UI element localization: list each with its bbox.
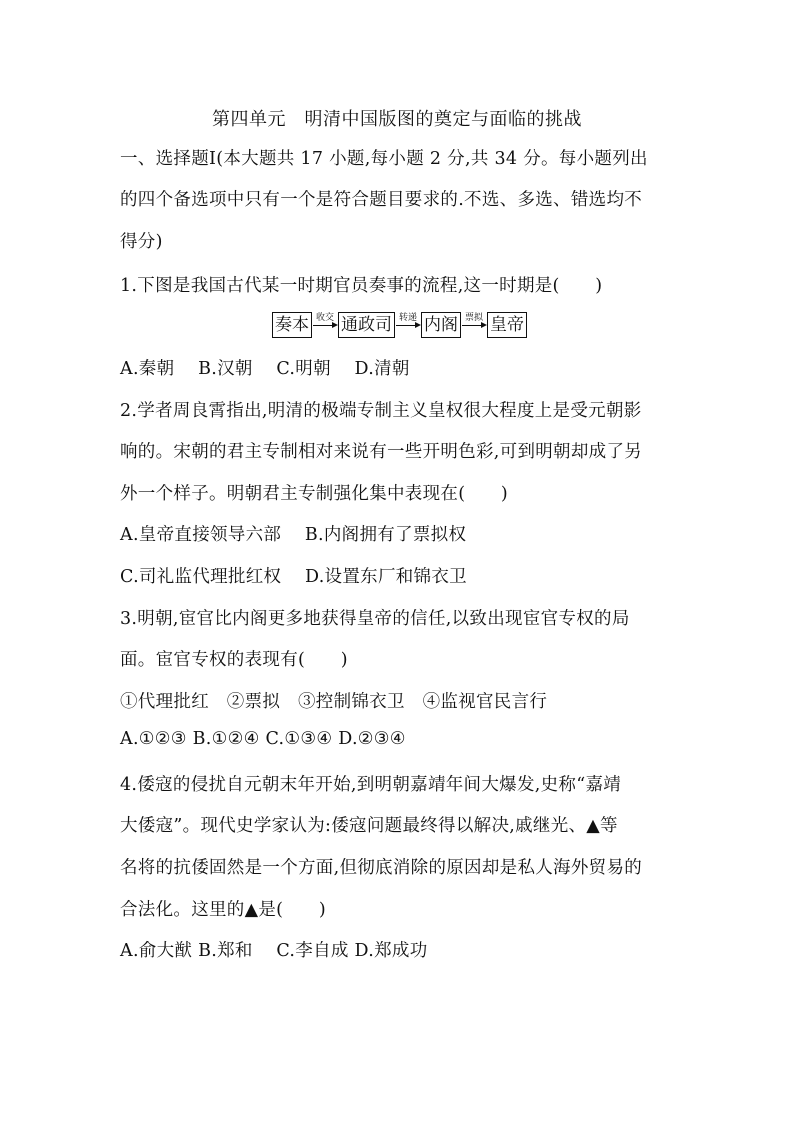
- arrow-head-icon: [332, 322, 338, 328]
- question-3-options: A.①②③ B.①②④ C.①③④ D.②③④: [120, 729, 406, 749]
- question-3-items: ①代理批红 ②票拟 ③控制锦衣卫 ④监视官民言行: [120, 692, 548, 712]
- question-2-options-cd: C.司礼监代理批红权 D.设置东厂和锦衣卫: [120, 567, 467, 587]
- question-4-options: A.俞大猷 B.郑和 C.李自成 D.郑成功: [120, 941, 428, 961]
- arrow-shaft-icon: [462, 325, 483, 326]
- arrow-shaft-icon: [396, 325, 417, 326]
- question-2-stem-line-1: 2.学者周良霄指出,明清的极端专制主义皇权很大程度上是受元朝影: [120, 401, 642, 421]
- section-heading-line-2: 的四个备选项中只有一个是符合题目要求的.不选、多选、错选均不: [120, 190, 643, 210]
- arrow-head-icon: [481, 322, 487, 328]
- question-4-stem-line-2: 大倭寇”。现代史学家认为:倭寇问题最终得以解决,戚继光、▲等: [120, 816, 618, 836]
- flow-arrow-2: [395, 312, 421, 338]
- flow-arrow-label-3: 票拟: [464, 313, 483, 323]
- question-4-stem-line-1: 4.倭寇的侵扰自元朝末年开始,到明朝嘉靖年间大爆发,史称“嘉靖: [120, 775, 622, 795]
- question-3-stem-line-1: 3.明朝,宦官比内阁更多地获得皇帝的信任,以致出现宦官专权的局: [120, 609, 630, 629]
- question-2-stem-line-3: 外一个样子。明朝君主专制强化集中表现在( ): [120, 484, 509, 504]
- flow-node-huangdi: 皇帝: [487, 312, 527, 338]
- question-3-stem-line-2: 面。宦官专权的表现有( ): [120, 650, 348, 670]
- question-4-stem-line-3: 名将的抗倭固然是一个方面,但彻底消除的原因却是私人海外贸易的: [120, 858, 643, 878]
- flow-node-neige: 内阁: [421, 312, 461, 338]
- question-4-stem-line-4: 合法化。这里的▲是( ): [120, 900, 327, 920]
- section-heading-line-1: 一、选择题Ⅰ(本大题共 17 小题,每小题 2 分,共 34 分。每小题列出: [120, 149, 648, 169]
- flow-arrow-label-1: 收交: [315, 313, 334, 323]
- question-2-stem-line-2: 响的。宋朝的君主专制相对来说有一些开明色彩,可到明朝却成了另: [120, 442, 643, 462]
- arrow-shaft-icon: [313, 325, 334, 326]
- unit-title: 第四单元 明清中国版图的奠定与面临的挑战: [212, 109, 582, 130]
- flow-arrow-3: [461, 312, 487, 338]
- flow-arrow-1: [312, 312, 338, 338]
- arrow-head-icon: [415, 322, 421, 328]
- question-1-stem: 1.下图是我国古代某一时期官员奏事的流程,这一时期是( ): [120, 276, 603, 296]
- section-heading-line-3: 得分): [120, 232, 163, 252]
- flow-arrow-label-2: 转递: [398, 313, 417, 323]
- question-1-options: A.秦朝 B.汉朝 C.明朝 D.清朝: [120, 359, 410, 379]
- flow-node-zouben: 奏本: [272, 312, 312, 338]
- memorial-flow-diagram: [272, 312, 527, 338]
- flow-node-tongzhengsi: 通政司: [338, 312, 395, 338]
- question-2-options-ab: A.皇帝直接领导六部 B.内阁拥有了票拟权: [120, 525, 467, 545]
